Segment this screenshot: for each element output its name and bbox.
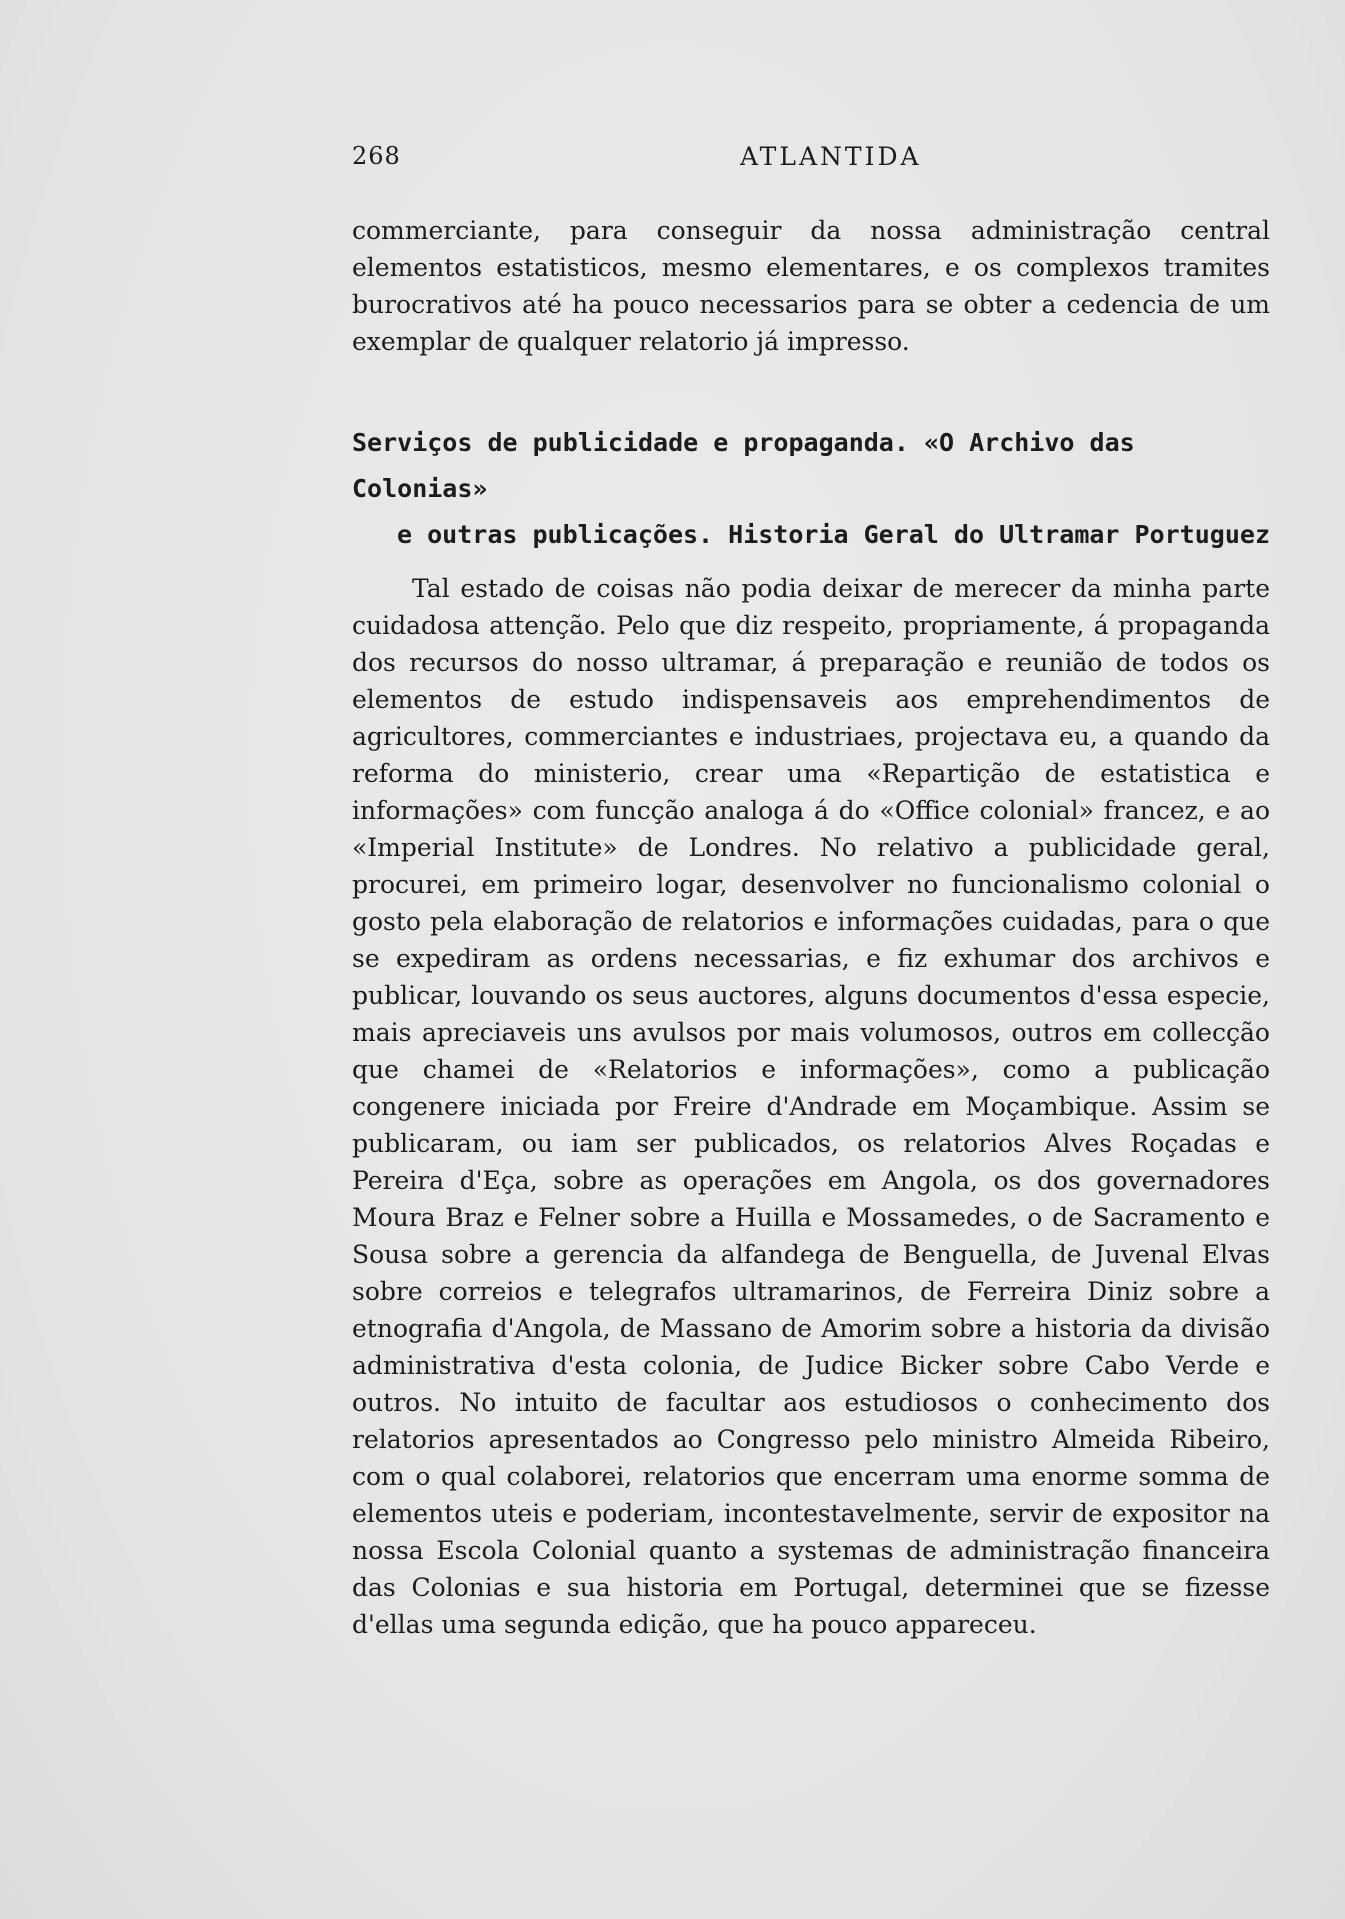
section-heading <box>352 420 1270 558</box>
section-heading-line-2: e outras publicações. Historia Geral do Ultramar Portuguez <box>397 520 1270 549</box>
section-heading-line-1: Serviços de publicidade e propaganda. «O Archivo das Colonias» <box>352 428 1135 503</box>
running-head <box>352 142 1272 178</box>
lead-paragraph-block <box>352 212 1270 360</box>
lead-paragraph: commerciante, para conseguir da nossa administração central elementos estatisticos, mesmo elementares, e os complexos tramites burocrativos até ha pouco necessarios para se obter a cedencia de um exemplar de qualquer relatorio já impresso. <box>352 216 1270 356</box>
page-number: 268 <box>352 142 401 170</box>
running-title: ATLANTIDA <box>740 142 922 171</box>
body-paragraph-block <box>352 570 1270 1643</box>
body-paragraph: Tal estado de coisas não podia deixar de merecer da minha parte cuidadosa attenção. Pelo que diz respeito, propriamente, á propaganda dos recursos do nosso ultramar, á preparação e reunião de todos os elementos de estudo indispensaveis aos emprehendimentos de agricultores, commerciantes e industriaes, projectava eu, a quando da reforma do ministerio, crear uma «Repartição de estatistica e informações» com funcção analoga á do «Office colonial» francez, e ao «Imperial Institute» de Londres. No relativo a publicidade geral, procurei, em primeiro logar, desenvolver no funcionalismo colonial o gosto pela elaboração de relatorios e informações cuidadas, para o que se expediram as ordens necessarias, e fiz exhumar dos archivos e publicar, louvando os seus auctores, alguns documentos d'essa especie, mais apreciaveis uns avulsos por mais volumosos, outros em collecção que chamei de «Relatorios e informações», como a publicação congenere iniciada por Freire d'Andrade em Moçambique. Assim se publicaram, ou iam ser publicados, os relatorios Alves Roçadas e Pereira d'Eça, sobre as operações em Angola, os dos governadores Moura Braz e Felner sobre a Huilla e Mossamedes, o de Sacramento e Sousa sobre a gerencia da alfandega de Benguella, de Juvenal Elvas sobre correios e telegrafos ultramarinos, de Ferreira Diniz sobre a etnografia d'Angola, de Massano de Amorim sobre a historia da divisão administrativa d'esta colonia, de Judice Bicker sobre Cabo Verde e outros. No intuito de facultar aos estudiosos o conhecimento dos relatorios apresentados ao Congresso pelo ministro Almeida Ribeiro, com o qual colaborei, relatorios que encerram uma enorme somma de elementos uteis e poderiam, incontestavelmente, servir de expositor na nossa Escola Colonial quanto a systemas de administração financeira das Colonias e sua historia em Portugal, determinei que se fizesse d'ellas uma segunda edição, que ha pouco appareceu. <box>352 574 1270 1639</box>
